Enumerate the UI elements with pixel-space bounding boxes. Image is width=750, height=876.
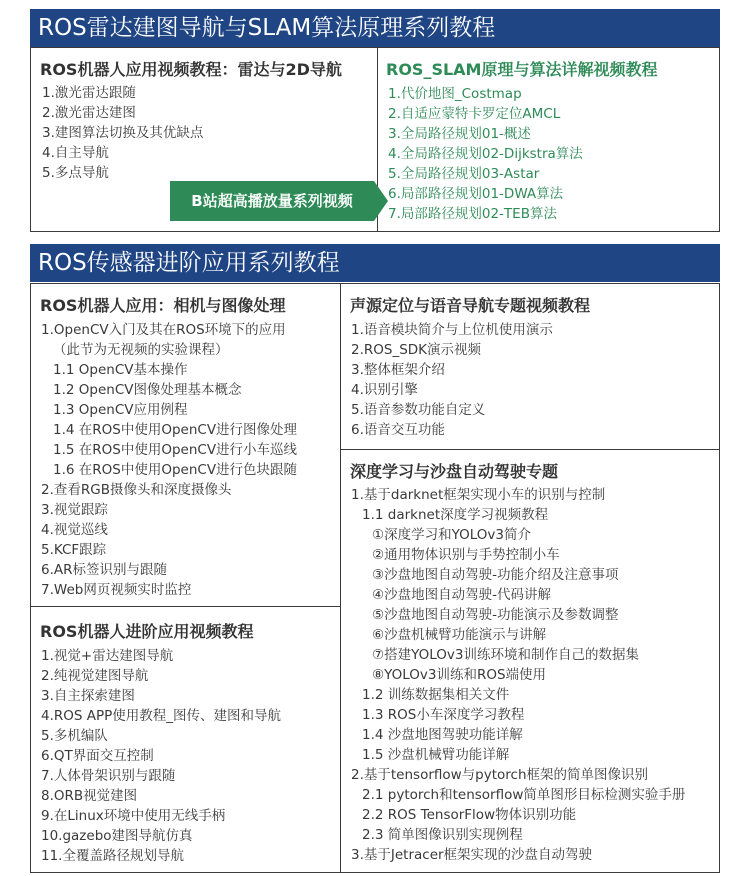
- list-item: 2.基于tensorflow与pytorch框架的简单图像识别: [351, 767, 649, 783]
- banner-text: B站超高播放量系列视频: [191, 192, 353, 210]
- list-item: 2.2 ROS TensorFlow物体识别功能: [362, 807, 577, 823]
- list-item: ⑧YOLOv3训练和ROS端使用: [372, 667, 547, 683]
- list-item: 3.建图算法切换及其优缺点: [42, 125, 204, 141]
- list-item: 1.3 OpenCV应用例程: [53, 402, 188, 418]
- slam-algo-list: [388, 84, 583, 224]
- list-item: 3.自主探索建图: [41, 688, 135, 704]
- list-item: 1.2 训练数据集相关文件: [362, 687, 510, 703]
- list-item: 11.全覆盖路径规划导航: [41, 848, 184, 864]
- camera-list: [41, 320, 297, 600]
- list-item: ③沙盘地图自动驾驶-功能介绍及注意事项: [372, 567, 619, 583]
- deep-learning-title: 深度学习与沙盘自动驾驶专题: [350, 462, 559, 481]
- advanced-title: ROS机器人进阶应用视频教程: [40, 622, 254, 641]
- list-item: 2.纯视觉建图导航: [41, 668, 149, 684]
- list-item: 1.激光雷达跟随: [42, 85, 136, 101]
- voice-list: [351, 320, 553, 440]
- list-item: 5.语音参数功能自定义: [351, 402, 486, 418]
- list-item: 6.AR标签识别与跟随: [41, 562, 167, 578]
- list-item: 2.ROS_SDK演示视频: [351, 342, 482, 358]
- list-item: 5.全局路径规划03-Astar: [388, 166, 540, 182]
- list-item: 1.视觉+雷达建图导航: [41, 648, 174, 664]
- list-item: 7.局部路径规划02-TEB算法: [388, 206, 557, 222]
- banner-arrow-icon: [374, 181, 388, 221]
- list-item: 1.5 沙盘机械臂功能详解: [362, 747, 510, 763]
- list-item: 2.查看RGB摄像头和深度摄像头: [41, 482, 232, 498]
- list-item: 1.5 在ROS中使用OpenCV进行小车巡线: [53, 442, 298, 458]
- list-item: ①深度学习和YOLOv3简介: [372, 527, 531, 543]
- list-item: 4.自主导航: [42, 145, 109, 161]
- slam-algo-title: ROS_SLAM原理与算法详解视频教程: [386, 60, 658, 79]
- list-item: 5.多点导航: [42, 165, 109, 181]
- list-item: 1.2 OpenCV图像处理基本概念: [53, 382, 242, 398]
- advanced-list: [41, 646, 281, 866]
- list-item: 1.4 在ROS中使用OpenCV进行图像处理: [53, 422, 298, 438]
- list-item: 2.自适应蒙特卡罗定位AMCL: [388, 106, 561, 122]
- list-item: 1.代价地图_Costmap: [388, 86, 522, 102]
- list-item: 1.语音模块简介与上位机使用演示: [351, 322, 553, 338]
- list-item: 6.语音交互功能: [351, 422, 445, 438]
- list-item: 1.1 darknet深度学习视频教程: [362, 507, 549, 523]
- list-item: 1.4 沙盘地图驾驶功能详解: [362, 727, 523, 743]
- list-item: 1.1 OpenCV基本操作: [53, 362, 188, 378]
- section2-header: ROS传感器进阶应用系列教程: [30, 244, 720, 282]
- list-item: 2.3 简单图像识别实现例程: [362, 827, 523, 843]
- list-item: 3.视觉跟踪: [41, 502, 108, 518]
- list-item: 7.Web网页视频实时监控: [41, 582, 192, 598]
- voice-title: 声源定位与语音导航专题视频教程: [350, 296, 591, 315]
- list-item: 4.ROS APP使用教程_图传、建图和导航: [41, 708, 282, 724]
- list-item: 1.3 ROS小车深度学习教程: [362, 707, 525, 723]
- list-item: （此节为无视频的实验课程）: [53, 342, 229, 358]
- list-item: 3.整体框架介绍: [351, 362, 445, 378]
- list-item: 10.gazebo建图导航仿真: [41, 828, 193, 844]
- bilibili-banner: [170, 181, 388, 221]
- list-item: 8.ORB视觉建图: [41, 788, 138, 804]
- radar-nav-title: ROS机器人应用视频教程：雷达与2D导航: [40, 60, 342, 79]
- list-item: ⑥沙盘机械臂功能演示与讲解: [372, 627, 547, 643]
- list-item: 1.6 在ROS中使用OpenCV进行色块跟随: [53, 462, 298, 478]
- radar-nav-list: [42, 83, 203, 183]
- list-item: 6.局部路径规划01-DWA算法: [388, 186, 564, 202]
- list-item: ④沙盘地图自动驾驶-代码讲解: [372, 587, 551, 603]
- list-item: 3.基于Jetracer框架实现的沙盘自动驾驶: [351, 847, 593, 863]
- list-item: ⑤沙盘地图自动驾驶-功能演示及参数调整: [372, 607, 619, 623]
- section1-header: ROS雷达建图导航与SLAM算法原理系列教程: [30, 9, 720, 47]
- list-item: 5.多机编队: [41, 728, 108, 744]
- list-item: 4.识别引擎: [351, 382, 418, 398]
- list-item: 4.全局路径规划02-Dijkstra算法: [388, 146, 583, 162]
- deep-learning-list: [351, 485, 685, 865]
- list-item: 4.视觉巡线: [41, 522, 108, 538]
- list-item: 7.人体骨架识别与跟随: [41, 768, 176, 784]
- list-item: ⑦搭建YOLOv3训练环境和制作自己的数据集: [372, 647, 639, 663]
- list-item: ②通用物体识别与手势控制小车: [372, 547, 560, 563]
- camera-title: ROS机器人应用：相机与图像处理: [40, 296, 286, 315]
- list-item: 6.QT界面交互控制: [41, 748, 154, 764]
- list-item: 2.1 pytorch和tensorflow简单图形目标检测实验手册: [362, 787, 686, 803]
- list-item: 5.KCF跟踪: [41, 542, 107, 558]
- list-item: 1.基于darknet框架实现小车的识别与控制: [351, 487, 606, 503]
- list-item: 2.激光雷达建图: [42, 105, 136, 121]
- list-item: 3.全局路径规划01-概述: [388, 126, 531, 142]
- list-item: 1.OpenCV入门及其在ROS环境下的应用: [41, 322, 286, 338]
- list-item: 9.在Linux环境中使用无线手柄: [41, 808, 226, 824]
